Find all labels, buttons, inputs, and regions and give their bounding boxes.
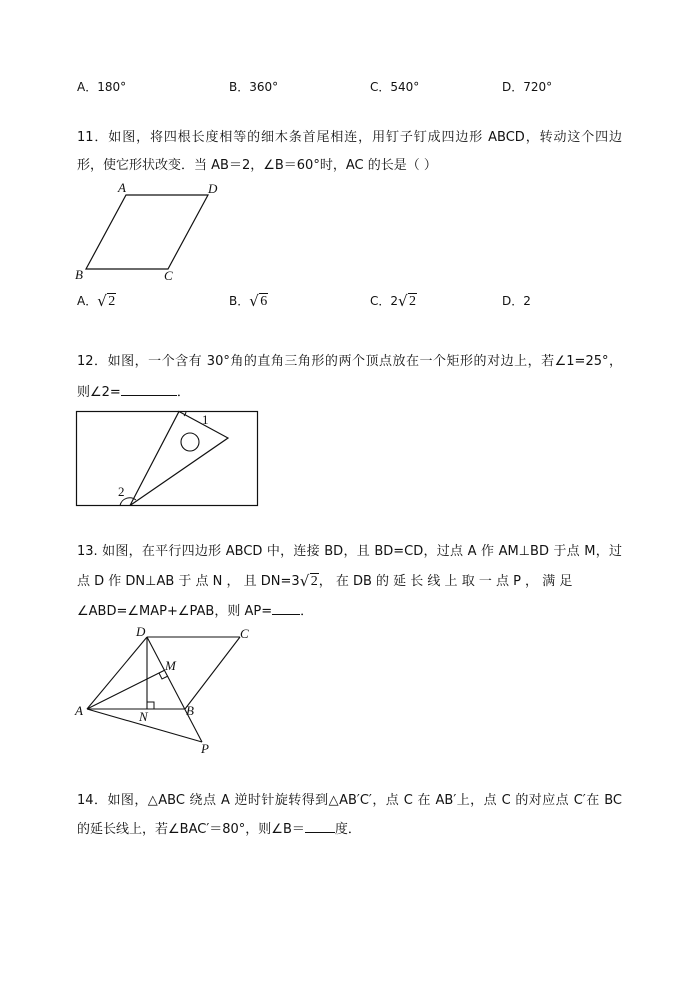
q13-line2-suffix: ， 在 DB 的 延 长 线 上 取 一 点 P ， 满 足 bbox=[318, 574, 573, 589]
sqrt-symbol: √ 2 bbox=[398, 292, 417, 310]
q14-line2-prefix: 的延长线上，若∠BAC′＝80°，则∠B＝ bbox=[77, 822, 305, 837]
q10-option-c: C．540° bbox=[370, 80, 420, 94]
answer-blank bbox=[272, 602, 300, 615]
q13-text-line1: 13. 如图，在平行四边形 ABCD 中，连接 BD，且 BD=CD，过点 A 作 AM⊥BD 于点 M，过 bbox=[77, 544, 622, 559]
rhombus-abcd bbox=[86, 195, 208, 269]
segment-dp bbox=[147, 637, 202, 742]
q12-text-line2 bbox=[77, 383, 622, 402]
q13-line3-prefix: ∠ABD=∠MAP+∠PAB，则 AP= bbox=[77, 604, 273, 619]
label-m: M bbox=[165, 658, 176, 673]
label-b: B bbox=[75, 267, 83, 282]
set-square bbox=[130, 412, 228, 506]
segment-am bbox=[87, 670, 165, 709]
label-d: D bbox=[136, 624, 146, 639]
q13-text-line3 bbox=[77, 602, 622, 621]
q13-line3-suffix: ． bbox=[300, 604, 314, 619]
sqrt-symbol: √ 6 bbox=[249, 292, 268, 310]
q11-option-b bbox=[229, 292, 268, 309]
radicand: 2 bbox=[310, 574, 318, 589]
q14-text-line1: 14．如图，△ABC 绕点 A 逆时针旋转得到△AB′C′，点 C 在 AB′上，点 C 的对应点 C′在 BC bbox=[77, 793, 622, 808]
answer-blank bbox=[305, 820, 335, 833]
set-square-hole bbox=[181, 433, 199, 451]
label-n: N bbox=[139, 709, 148, 724]
radicand: 6 bbox=[260, 294, 268, 309]
sqrt-symbol: √ 2 bbox=[97, 292, 116, 310]
q11-option-b-prefix: B． bbox=[229, 294, 250, 308]
q11-option-c-prefix: C．2 bbox=[370, 294, 399, 308]
q11-text-line1: 11．如图，将四根长度相等的细木条首尾相连，用钉子钉成四边形 ABCD，转动这个四边 bbox=[77, 130, 622, 145]
q12-line2-suffix: ． bbox=[176, 385, 190, 400]
label-a: A bbox=[75, 703, 83, 718]
q13-text-line2 bbox=[77, 573, 622, 591]
label-c: C bbox=[240, 626, 249, 641]
q10-option-b: B．360° bbox=[229, 80, 279, 94]
sqrt-symbol: √ 2 bbox=[299, 572, 318, 590]
angle-label-1: 1 bbox=[202, 412, 209, 427]
right-angle-n bbox=[147, 702, 154, 709]
q11-text-line2: 形，使它形状改变．当 AB＝2，∠B＝60°时，AC 的长是（ ） bbox=[77, 158, 437, 173]
q10-option-a: A．180° bbox=[77, 80, 127, 94]
q11-option-d: D．2 bbox=[502, 294, 531, 308]
label-p: P bbox=[201, 741, 209, 756]
segment-cb bbox=[185, 637, 240, 709]
q12-rectangle-triangle-figure bbox=[76, 410, 260, 508]
q13-parallelogram-figure bbox=[70, 625, 260, 760]
answer-blank bbox=[121, 383, 177, 396]
label-a: A bbox=[118, 180, 126, 195]
q11-option-a-prefix: A． bbox=[77, 294, 98, 308]
q11-option-a bbox=[77, 292, 116, 309]
angle-label-2: 2 bbox=[118, 484, 125, 499]
q12-text-line1: 12．如图，一个含有 30°角的直角三角形的两个顶点放在一个矩形的对边上，若∠1=25°， bbox=[77, 354, 622, 369]
radicand: 2 bbox=[108, 294, 116, 309]
label-d: D bbox=[208, 181, 218, 196]
label-c: C bbox=[164, 268, 173, 283]
q11-option-c bbox=[370, 292, 417, 309]
radicand: 2 bbox=[409, 294, 417, 309]
segment-ad bbox=[87, 637, 147, 709]
q12-line2-prefix: 则∠2= bbox=[77, 385, 121, 400]
label-b: B bbox=[186, 703, 194, 718]
q14-line2-suffix: 度． bbox=[334, 822, 361, 837]
rectangle bbox=[77, 412, 258, 506]
q13-line2-prefix: 点 D 作 DN⊥AB 于 点 N ， 且 DN=3 bbox=[77, 574, 300, 589]
q14-text-line2 bbox=[77, 820, 622, 839]
q11-rhombus-figure bbox=[70, 180, 230, 285]
q10-option-d: D．720° bbox=[502, 80, 553, 94]
